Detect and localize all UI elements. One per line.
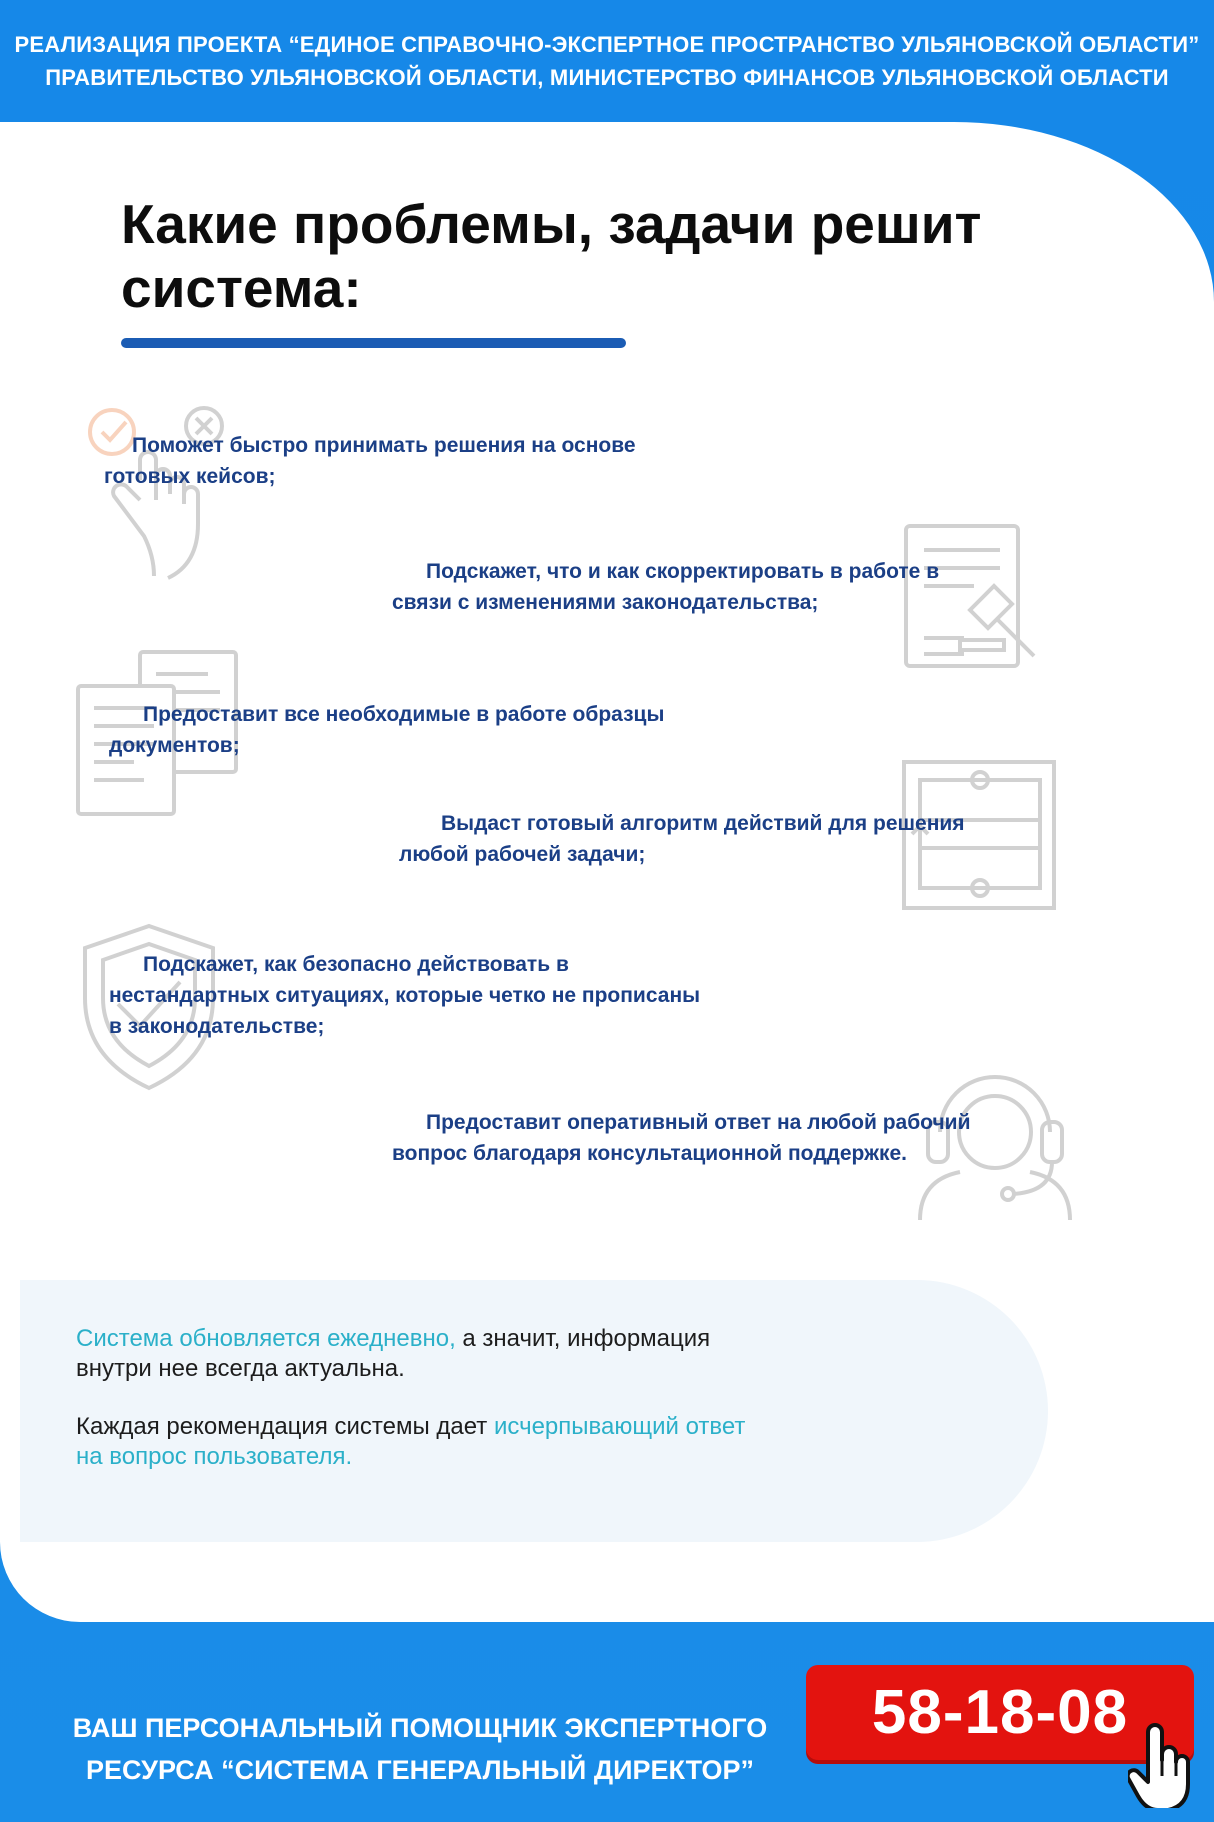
item-5-line-3: в законодательстве; [109,1015,325,1038]
list-item-2 [392,556,939,618]
list-item-1 [104,430,636,492]
title-line-1: Какие проблемы, задачи решит [121,193,982,255]
info-paragraph-2 [76,1412,745,1472]
hand-pointer-icon [1128,1722,1192,1808]
header-line-1: РЕАЛИЗАЦИЯ ПРОЕКТА “ЕДИНОЕ СПРАВОЧНО-ЭКСПЕРТНОЕ ПРОСТРАНСТВО УЛЬЯНОВСКОЙ ОБЛАСТИ” [14,32,1200,57]
footer-tagline [40,1707,800,1791]
item-1-line-1: Поможет быстро принимать решения на основе [132,434,636,457]
list-item-5 [109,949,700,1042]
item-5-line-1: Подскажет, как безопасно действовать в [143,953,569,976]
item-1-line-2: готовых кейсов; [104,465,276,488]
info-paragraph-1 [76,1324,710,1384]
item-5-line-2: нестандартных ситуациях, которые четко не прописаны [109,984,701,1007]
info-2-highlight-b: на вопрос пользователя. [76,1443,353,1470]
item-4-line-2: любой рабочей задачи; [399,843,646,866]
title-line-2: система: [121,257,362,319]
title-underline [121,338,626,348]
header-line-2: ПРАВИТЕЛЬСТВО УЛЬЯНОВСКОЙ ОБЛАСТИ, МИНИСТЕРСТВО ФИНАНСОВ УЛЬЯНОВСКОЙ ОБЛАСТИ [45,65,1169,90]
footer-line-2: РЕСУРСА “СИСТЕМА ГЕНЕРАЛЬНЫЙ ДИРЕКТОР” [86,1755,754,1785]
info-1-rest-b: внутри нее всегда актуальна. [76,1355,405,1382]
item-6-line-2: вопрос благодаря консультационной поддержке. [392,1142,907,1165]
info-2-highlight-a: исчерпывающий ответ [493,1413,746,1440]
phone-number[interactable]: 58-18-08 [871,1678,1129,1747]
list-item-4 [399,808,965,870]
item-4-line-1: Выдаст готовый алгоритм действий для решения [441,812,965,835]
item-3-line-2: документов; [109,734,240,757]
info-2-plain: Каждая рекомендация системы дает [76,1413,494,1440]
list-item-3 [109,699,664,761]
item-2-line-1: Подскажет, что и как скорректировать в работе в [426,560,940,583]
list-item-6 [392,1107,971,1169]
info-1-rest-a: а значит, информация [455,1325,711,1352]
footer-line-1: ВАШ ПЕРСОНАЛЬНЫЙ ПОМОЩНИК ЭКСПЕРТНОГО [72,1713,768,1743]
item-3-line-1: Предоставит все необходимые в работе образцы [143,703,665,726]
header [0,0,1214,122]
info-panel [20,1280,1048,1542]
page-title [121,192,1121,320]
info-1-highlight: Система обновляется ежедневно, [76,1325,456,1352]
item-6-line-1: Предоставит оперативный ответ на любой рабочий [426,1111,971,1134]
item-2-line-2: связи с изменениями законодательства; [392,591,819,614]
